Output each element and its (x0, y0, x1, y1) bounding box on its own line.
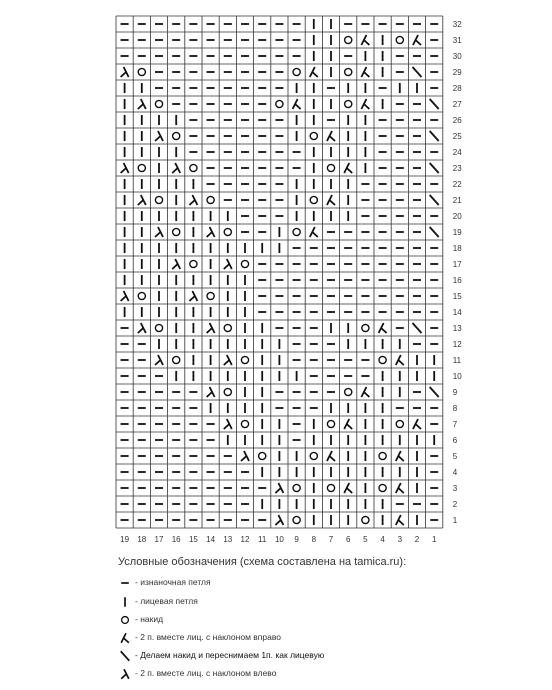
yarn-over-symbol (293, 484, 300, 491)
yarn-over-symbol (396, 420, 403, 427)
k2tog-left-symbol (224, 419, 232, 429)
yarn-over-symbol-icon (118, 612, 132, 628)
chart-row-8 (121, 403, 439, 413)
yo-and-slip-symbol (430, 387, 439, 397)
row-number-label: 2 (452, 500, 458, 509)
column-number-label: 14 (206, 535, 216, 544)
k2tog-right-symbol (327, 451, 335, 461)
yarn-over-symbol (138, 68, 145, 75)
chart-row-12 (121, 339, 439, 349)
k2tog-left-symbol (207, 227, 215, 237)
k2tog-right-symbol (379, 323, 387, 333)
k2tog-left-symbol (138, 195, 146, 205)
column-number-label: 5 (363, 535, 368, 544)
legend-item-knit (118, 594, 538, 610)
yarn-over-symbol (173, 132, 180, 139)
k2tog-right-symbol (413, 35, 421, 45)
yarn-over-symbol (224, 388, 231, 395)
chart-row-32 (121, 19, 439, 29)
column-number-label: 6 (345, 535, 351, 544)
column-number-label: 2 (414, 535, 420, 544)
k2tog-right-symbol (344, 163, 352, 173)
chart-row-2 (121, 499, 439, 509)
k2tog-right-symbol (396, 355, 404, 365)
row-number-label: 24 (452, 148, 462, 157)
yo-and-slip-symbol (430, 227, 439, 237)
k2tog-left-symbol (224, 259, 232, 269)
k2tog-right-symbol (413, 419, 421, 429)
column-number-label: 3 (397, 535, 403, 544)
row-number-label: 23 (452, 164, 462, 173)
k2tog-left-symbol (121, 67, 129, 77)
yo-and-slip-symbol (430, 195, 439, 205)
row-number-label: 9 (452, 388, 458, 397)
column-number-label: 13 (223, 535, 233, 544)
k2tog-right-symbol (327, 131, 335, 141)
row-number-label: 7 (452, 420, 458, 429)
row-number-label: 3 (452, 484, 458, 493)
chart-row-31 (121, 35, 439, 45)
k2tog-right-symbol-icon (118, 630, 132, 646)
k2tog-left-symbol (155, 355, 163, 365)
yo-and-slip-symbol (430, 99, 439, 109)
k2tog-left-symbol (172, 163, 180, 173)
k2tog-left-symbol (207, 323, 215, 333)
yarn-over-symbol (293, 68, 300, 75)
row-number-label: 18 (452, 244, 462, 253)
k2tog-right-symbol (361, 387, 369, 397)
k2tog-left-symbol (138, 323, 146, 333)
k2tog-left-symbol (155, 131, 163, 141)
yarn-over-symbol (293, 228, 300, 235)
legend-item-yo-slip (118, 648, 538, 664)
yo-and-slip-symbol (430, 131, 439, 141)
row-number-label: 13 (452, 324, 462, 333)
chart-row-7 (121, 419, 439, 429)
yarn-over-symbol (190, 260, 197, 267)
yarn-over-symbol (259, 452, 266, 459)
yarn-over-symbol (362, 324, 369, 331)
chart-row-4 (121, 467, 439, 477)
k2tog-left-symbol (275, 483, 283, 493)
chart-row-5 (121, 451, 439, 461)
k2tog-left-legend-glyph (121, 669, 129, 679)
yarn-over-symbol (241, 420, 248, 427)
k2tog-left-symbol (241, 451, 249, 461)
yarn-over-symbol (155, 100, 162, 107)
row-number-label: 19 (452, 228, 462, 237)
knit-symbol-icon (118, 594, 132, 610)
yarn-over-symbol (310, 196, 317, 203)
row-number-label: 26 (452, 116, 462, 125)
legend-item-purl (118, 575, 538, 591)
yarn-over-symbol (345, 68, 352, 75)
k2tog-left-symbol (224, 355, 232, 365)
column-number-label: 16 (171, 535, 181, 544)
yarn-over-symbol (190, 164, 197, 171)
row-number-label: 16 (452, 276, 462, 285)
yarn-over-symbol (379, 452, 386, 459)
yarn-over-symbol (173, 228, 180, 235)
column-number-label: 9 (294, 535, 299, 544)
legend-item-k2tog-right (118, 630, 538, 646)
column-number-label: 18 (137, 535, 147, 544)
yarn-over-symbol (276, 100, 283, 107)
row-number-label: 8 (452, 404, 458, 413)
k2tog-left-symbol (138, 99, 146, 109)
k2tog-right-symbol (327, 195, 335, 205)
yarn-over-symbol (241, 260, 248, 267)
legend-text-yo-slip: - Делаем накид и переснимаем 1п. как лицевую (135, 650, 325, 660)
k2tog-right-symbol (396, 451, 404, 461)
yarn-over-symbol (310, 452, 317, 459)
row-number-label: 20 (452, 212, 462, 221)
chart-row-13 (121, 323, 439, 333)
yarn-over-symbol (345, 100, 352, 107)
legend-text-yarn-over: - накид (135, 614, 164, 624)
k2tog-left-symbol (207, 387, 215, 397)
column-number-label: 17 (154, 535, 164, 544)
yo-slip-symbol-icon (118, 648, 132, 664)
k2tog-left-symbol (189, 291, 197, 301)
row-number-label: 17 (452, 260, 462, 269)
k2tog-right-symbol (310, 67, 318, 77)
legend-text-purl: - изнаночная петля (135, 577, 211, 587)
row-number-label: 1 (452, 516, 458, 525)
yarn-over-symbol (224, 228, 231, 235)
column-number-label: 8 (311, 535, 317, 544)
chart-row-15 (121, 291, 439, 301)
k2tog-right-symbol (361, 99, 369, 109)
k2tog-left-symbol (189, 195, 197, 205)
chart-row-1 (121, 515, 439, 525)
k2tog-right-symbol (293, 99, 301, 109)
yarn-over-symbol (396, 36, 403, 43)
legend-title: Условные обозначения (схема составлена на tamica.ru): (118, 556, 407, 568)
row-number-label: 4 (452, 468, 458, 477)
row-number-label: 12 (452, 340, 462, 349)
row-number-label: 15 (452, 292, 462, 301)
row-number-label: 10 (452, 372, 462, 381)
legend-text-k2tog-right: - 2 п. вместе лиц. с наклоном вправо (135, 632, 282, 642)
k2tog-left-symbol (121, 291, 129, 301)
k2tog-right-symbol (396, 515, 404, 525)
yo-and-slip-symbol (430, 163, 439, 173)
column-number-label: 7 (328, 535, 334, 544)
row-number-label: 14 (452, 308, 462, 317)
yarn-over-symbol (207, 196, 214, 203)
yarn-over-symbol (173, 356, 180, 363)
purl-symbol-icon (118, 575, 132, 591)
yarn-over-symbol (327, 164, 334, 171)
k2tog-right-legend-glyph (121, 633, 129, 643)
column-number-label: 4 (380, 535, 385, 544)
legend-item-k2tog-left (118, 666, 538, 682)
row-number-label: 29 (452, 68, 462, 77)
chart-row-30 (121, 51, 439, 61)
yarn-over-symbol (241, 356, 248, 363)
legend-text-k2tog-left: - 2 п. вместе лиц. с наклоном влево (135, 668, 277, 678)
yarn-over-symbol (207, 292, 214, 299)
column-number-label: 10 (274, 535, 284, 544)
k2tog-left-symbol (275, 515, 283, 525)
column-number-label: 1 (431, 535, 437, 544)
yarn-over-symbol (138, 292, 145, 299)
yo-and-slip-symbol (413, 67, 422, 77)
k2tog-right-symbol (361, 35, 369, 45)
yarn-over-symbol (345, 388, 352, 395)
row-number-label: 31 (452, 36, 462, 45)
k2tog-left-symbol-icon (118, 666, 132, 682)
row-number-label: 30 (452, 52, 462, 61)
column-number-label: 19 (120, 535, 130, 544)
k2tog-right-symbol (344, 483, 352, 493)
k2tog-right-symbol (310, 227, 318, 237)
chart-row-3 (121, 483, 439, 493)
row-number-label: 11 (452, 356, 462, 365)
yarn-over-symbol (293, 516, 300, 523)
yarn-over-symbol (155, 324, 162, 331)
column-number-label: 12 (240, 535, 250, 544)
k2tog-right-symbol (344, 419, 352, 429)
row-number-label: 5 (452, 452, 458, 461)
row-number-label: 21 (452, 196, 462, 205)
legend-item-yarn-over (118, 612, 538, 628)
row-number-label: 6 (452, 436, 458, 445)
yarn-over-symbol (345, 36, 352, 43)
column-number-label: 15 (188, 535, 198, 544)
yo-and-slip-symbol (413, 323, 422, 333)
k2tog-left-symbol (155, 227, 163, 237)
yarn-over-symbol (327, 484, 334, 491)
yarn-over-symbol (379, 356, 386, 363)
column-number-label: 11 (258, 535, 267, 544)
row-number-label: 27 (452, 100, 462, 109)
row-number-label: 25 (452, 132, 462, 141)
yo-and-slip-legend-glyph (121, 651, 130, 661)
k2tog-left-symbol (172, 259, 180, 269)
yarn-over-symbol (327, 420, 334, 427)
legend-text-knit: - лицевая петля (135, 596, 198, 606)
yarn-over-symbol (310, 132, 317, 139)
yarn-over-legend-glyph (122, 617, 129, 624)
yarn-over-symbol (362, 516, 369, 523)
k2tog-left-symbol (121, 163, 129, 173)
row-number-label: 28 (452, 84, 462, 93)
row-number-label: 22 (452, 180, 462, 189)
k2tog-right-symbol (396, 483, 404, 493)
row-number-label: 32 (452, 20, 462, 29)
yarn-over-symbol (379, 484, 386, 491)
yarn-over-symbol (224, 324, 231, 331)
chart-row-29 (121, 67, 439, 77)
k2tog-right-symbol (361, 67, 369, 77)
yarn-over-symbol (138, 164, 145, 171)
yarn-over-symbol (155, 196, 162, 203)
